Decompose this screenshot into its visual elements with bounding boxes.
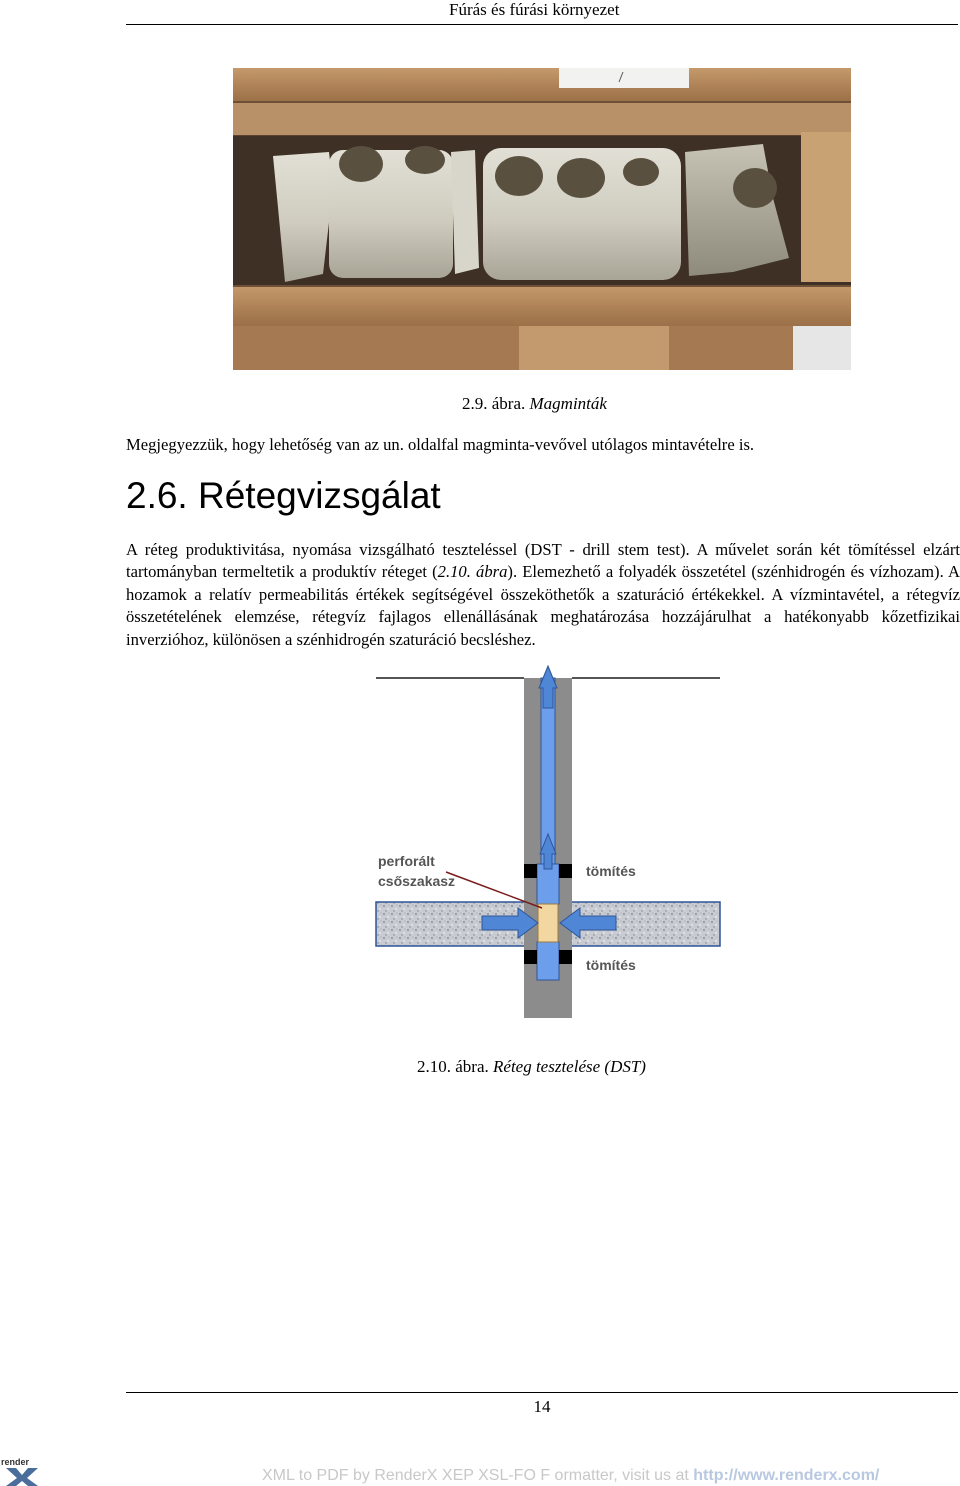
section-number: 2.6. <box>126 475 188 516</box>
note-paragraph: Megjegyezzük, hogy lehetőség van az un. oldalfal magminta-vevővel utólagos mintavételre is. <box>126 435 755 454</box>
packer-bottom-left <box>524 950 537 964</box>
label-perforated-line2: csőszakasz <box>378 873 456 889</box>
renderx-logo[interactable] <box>0 1454 42 1486</box>
renderx-footer <box>262 1466 879 1486</box>
running-header <box>0 0 960 22</box>
label-packer-top: tömítés <box>586 863 636 879</box>
core-samples-photo <box>233 68 851 370</box>
packer-top-right <box>559 864 572 878</box>
body-paragraph-part2: ). Elemezhető a folyadék összetétel (szénhidrogén és vízhozam). A hozamok a relatív permeabilitás értékek segítségével összeköthetők a szaturáció értékekkel. A vízmintavétel, a rétegvíz összetételének elemzése, rétegvíz fajlagos ellenállásának meghatározása hozzájárulhat a hatékonyabb kőzetfizikai inverzióhoz, különösen a szénhidrogén szaturáció becsléshez. <box>126 562 960 649</box>
section-title: Rétegvizsgálat <box>198 475 441 516</box>
perforated-section <box>538 904 558 942</box>
figure-1-number: 2.9. ábra. <box>462 394 526 413</box>
packer-top-left <box>524 864 537 878</box>
renderx-link[interactable]: http://www.renderx.com/ <box>693 1467 880 1484</box>
body-paragraph-part1: A réteg produktivitása, nyomása vizsgálható teszteléssel (DST - drill stem test). A művelet során két tömítéssel elzárt tartományban termeltetik a produktív réteget ( <box>126 540 960 582</box>
section-heading <box>126 474 441 518</box>
label-perforated-line1: perforált <box>378 853 435 869</box>
renderx-logo-text: render <box>1 1457 30 1467</box>
page-number: 14 <box>533 1397 551 1416</box>
running-header-title: Fúrás és fúrási környezet <box>449 0 620 19</box>
figure-2-caption <box>417 1057 646 1077</box>
figure-1-caption <box>462 394 607 414</box>
packer-bottom-right <box>559 950 572 964</box>
body-paragraph <box>126 539 960 651</box>
header-rule <box>126 24 958 25</box>
renderx-footer-text: XML to PDF by RenderX XEP XSL-FO F ormatter, visit us at <box>262 1467 694 1484</box>
figure-2-title: Réteg tesztelése (DST) <box>493 1057 646 1076</box>
footer-rule <box>126 1392 958 1393</box>
figure-reference[interactable]: 2.10. ábra <box>437 562 508 582</box>
figure-1-title: Magminták <box>529 394 607 413</box>
label-packer-bottom: tömítés <box>586 957 636 973</box>
dst-diagram <box>374 664 724 1024</box>
figure-2-number: 2.10. ábra. <box>417 1057 489 1076</box>
